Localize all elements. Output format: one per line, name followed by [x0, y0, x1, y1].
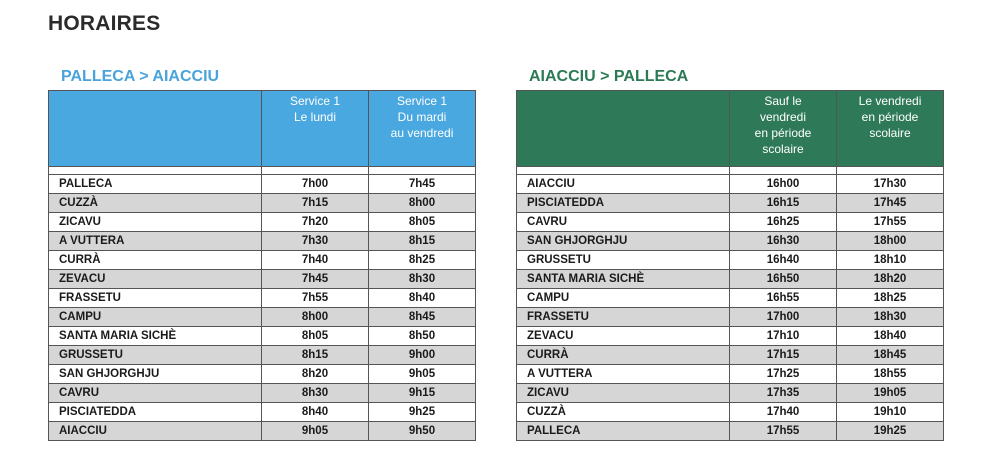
schedule-palleca-aiacciu — [48, 68, 476, 441]
stop-name-cell: AIACCIU — [49, 422, 262, 441]
departure-time-cell: 17h25 — [730, 365, 837, 384]
stop-name-cell: CURRÀ — [49, 251, 262, 270]
stop-name-cell: PISCIATEDDA — [517, 194, 730, 213]
spacer-cell — [49, 167, 262, 175]
departure-time-cell: 8h15 — [369, 232, 476, 251]
table-row — [49, 384, 476, 403]
departure-time-cell: 18h00 — [837, 232, 944, 251]
table-row — [517, 384, 944, 403]
departure-time-cell: 19h10 — [837, 403, 944, 422]
spacer-cell — [730, 167, 837, 175]
table-row — [517, 289, 944, 308]
departure-time-cell: 17h45 — [837, 194, 944, 213]
departure-time-cell: 18h30 — [837, 308, 944, 327]
table-row — [49, 422, 476, 441]
table-row — [517, 403, 944, 422]
stop-name-cell: PALLECA — [49, 175, 262, 194]
table-row — [49, 327, 476, 346]
table-row — [517, 422, 944, 441]
header-cell-service: Service 1 Le lundi — [262, 91, 369, 167]
departure-time-cell: 16h00 — [730, 175, 837, 194]
departure-time-cell: 8h15 — [262, 346, 369, 365]
departure-time-cell: 17h15 — [730, 346, 837, 365]
table-row — [517, 365, 944, 384]
spacer-cell — [517, 167, 730, 175]
table-row — [49, 346, 476, 365]
table-row — [49, 403, 476, 422]
departure-time-cell: 7h15 — [262, 194, 369, 213]
schedule-aiacciu-palleca — [516, 68, 944, 441]
stop-name-cell: GRUSSETU — [49, 346, 262, 365]
stop-name-cell: A VUTTERA — [517, 365, 730, 384]
table-row — [517, 194, 944, 213]
departure-time-cell: 8h25 — [369, 251, 476, 270]
stop-name-cell: SANTA MARIA SICHÈ — [49, 327, 262, 346]
stop-name-cell: ZEVACU — [49, 270, 262, 289]
departure-time-cell: 9h00 — [369, 346, 476, 365]
departure-time-cell: 18h55 — [837, 365, 944, 384]
table-row — [49, 194, 476, 213]
header-cell-stop — [49, 91, 262, 167]
table-row — [49, 251, 476, 270]
stop-name-cell: CAMPU — [517, 289, 730, 308]
table-row — [49, 289, 476, 308]
departure-time-cell: 7h45 — [369, 175, 476, 194]
departure-time-cell: 18h45 — [837, 346, 944, 365]
departure-time-cell: 18h25 — [837, 289, 944, 308]
spacer-cell — [369, 167, 476, 175]
stop-name-cell: FRASSETU — [49, 289, 262, 308]
table-row — [517, 213, 944, 232]
departure-time-cell: 18h10 — [837, 251, 944, 270]
departure-time-cell: 7h40 — [262, 251, 369, 270]
departure-time-cell: 17h30 — [837, 175, 944, 194]
departure-time-cell: 9h05 — [369, 365, 476, 384]
departure-time-cell: 17h00 — [730, 308, 837, 327]
table-row — [517, 232, 944, 251]
departure-time-cell: 16h55 — [730, 289, 837, 308]
departure-time-cell: 17h10 — [730, 327, 837, 346]
departure-time-cell: 8h30 — [262, 384, 369, 403]
departure-time-cell: 9h15 — [369, 384, 476, 403]
section-title-aiacciu-palleca: AIACCIU > PALLECA — [529, 68, 689, 85]
departure-time-cell: 17h40 — [730, 403, 837, 422]
stop-name-cell: A VUTTERA — [49, 232, 262, 251]
table-row — [49, 308, 476, 327]
table-row — [49, 175, 476, 194]
departure-time-cell: 8h50 — [369, 327, 476, 346]
departure-time-cell: 8h00 — [369, 194, 476, 213]
header-cell-service: Service 1 Du mardi au vendredi — [369, 91, 476, 167]
departure-time-cell: 7h55 — [262, 289, 369, 308]
departure-time-cell: 16h25 — [730, 213, 837, 232]
stop-name-cell: CUZZÀ — [517, 403, 730, 422]
stop-name-cell: GRUSSETU — [517, 251, 730, 270]
departure-time-cell: 7h30 — [262, 232, 369, 251]
departure-time-cell: 8h05 — [262, 327, 369, 346]
departure-time-cell: 8h40 — [262, 403, 369, 422]
departure-time-cell: 18h20 — [837, 270, 944, 289]
departure-time-cell: 16h50 — [730, 270, 837, 289]
page-title: HORAIRES — [48, 12, 161, 35]
stop-name-cell: PISCIATEDDA — [49, 403, 262, 422]
departure-time-cell: 8h30 — [369, 270, 476, 289]
section-title-palleca-aiacciu: PALLECA > AIACCIU — [61, 68, 220, 85]
stop-name-cell: FRASSETU — [517, 308, 730, 327]
table-row — [49, 232, 476, 251]
departure-time-cell: 9h05 — [262, 422, 369, 441]
stop-name-cell: PALLECA — [517, 422, 730, 441]
stop-name-cell: CAVRU — [517, 213, 730, 232]
stop-name-cell: CURRÀ — [517, 346, 730, 365]
departure-time-cell: 9h50 — [369, 422, 476, 441]
departure-time-cell: 8h00 — [262, 308, 369, 327]
departure-time-cell: 7h00 — [262, 175, 369, 194]
departure-time-cell: 8h40 — [369, 289, 476, 308]
departure-time-cell: 8h05 — [369, 213, 476, 232]
departure-time-cell: 19h05 — [837, 384, 944, 403]
departure-time-cell: 9h25 — [369, 403, 476, 422]
departure-time-cell: 17h35 — [730, 384, 837, 403]
departure-time-cell: 8h45 — [369, 308, 476, 327]
stop-name-cell: ZICAVU — [517, 384, 730, 403]
header-cell-stop — [517, 91, 730, 167]
table-row — [517, 270, 944, 289]
stop-name-cell: CUZZÀ — [49, 194, 262, 213]
table-row — [49, 270, 476, 289]
stop-name-cell: ZEVACU — [517, 327, 730, 346]
table-row — [517, 308, 944, 327]
stop-name-cell: AIACCIU — [517, 175, 730, 194]
spacer-row — [517, 167, 944, 175]
header-row — [517, 91, 944, 167]
departure-time-cell: 19h25 — [837, 422, 944, 441]
departure-time-cell: 16h40 — [730, 251, 837, 270]
stop-name-cell: ZICAVU — [49, 213, 262, 232]
table-row — [49, 365, 476, 384]
stop-name-cell: CAMPU — [49, 308, 262, 327]
departure-time-cell: 7h20 — [262, 213, 369, 232]
departure-time-cell: 16h15 — [730, 194, 837, 213]
stop-name-cell: SANTA MARIA SICHÈ — [517, 270, 730, 289]
spacer-row — [49, 167, 476, 175]
table-row — [517, 175, 944, 194]
table-row — [517, 327, 944, 346]
departure-time-cell: 18h40 — [837, 327, 944, 346]
table-row — [517, 251, 944, 270]
departure-time-cell: 7h45 — [262, 270, 369, 289]
header-row — [49, 91, 476, 167]
stop-name-cell: CAVRU — [49, 384, 262, 403]
spacer-cell — [837, 167, 944, 175]
spacer-cell — [262, 167, 369, 175]
departure-time-cell: 16h30 — [730, 232, 837, 251]
stop-name-cell: SAN GHJORGHJU — [517, 232, 730, 251]
departure-time-cell: 17h55 — [837, 213, 944, 232]
departure-time-cell: 8h20 — [262, 365, 369, 384]
header-cell-service: Le vendredi en période scolaire — [837, 91, 944, 167]
header-cell-service: Sauf le vendredi en période scolaire — [730, 91, 837, 167]
table-row — [49, 213, 476, 232]
timetable — [48, 90, 476, 441]
timetable — [516, 90, 944, 441]
stop-name-cell: SAN GHJORGHJU — [49, 365, 262, 384]
departure-time-cell: 17h55 — [730, 422, 837, 441]
table-row — [517, 346, 944, 365]
